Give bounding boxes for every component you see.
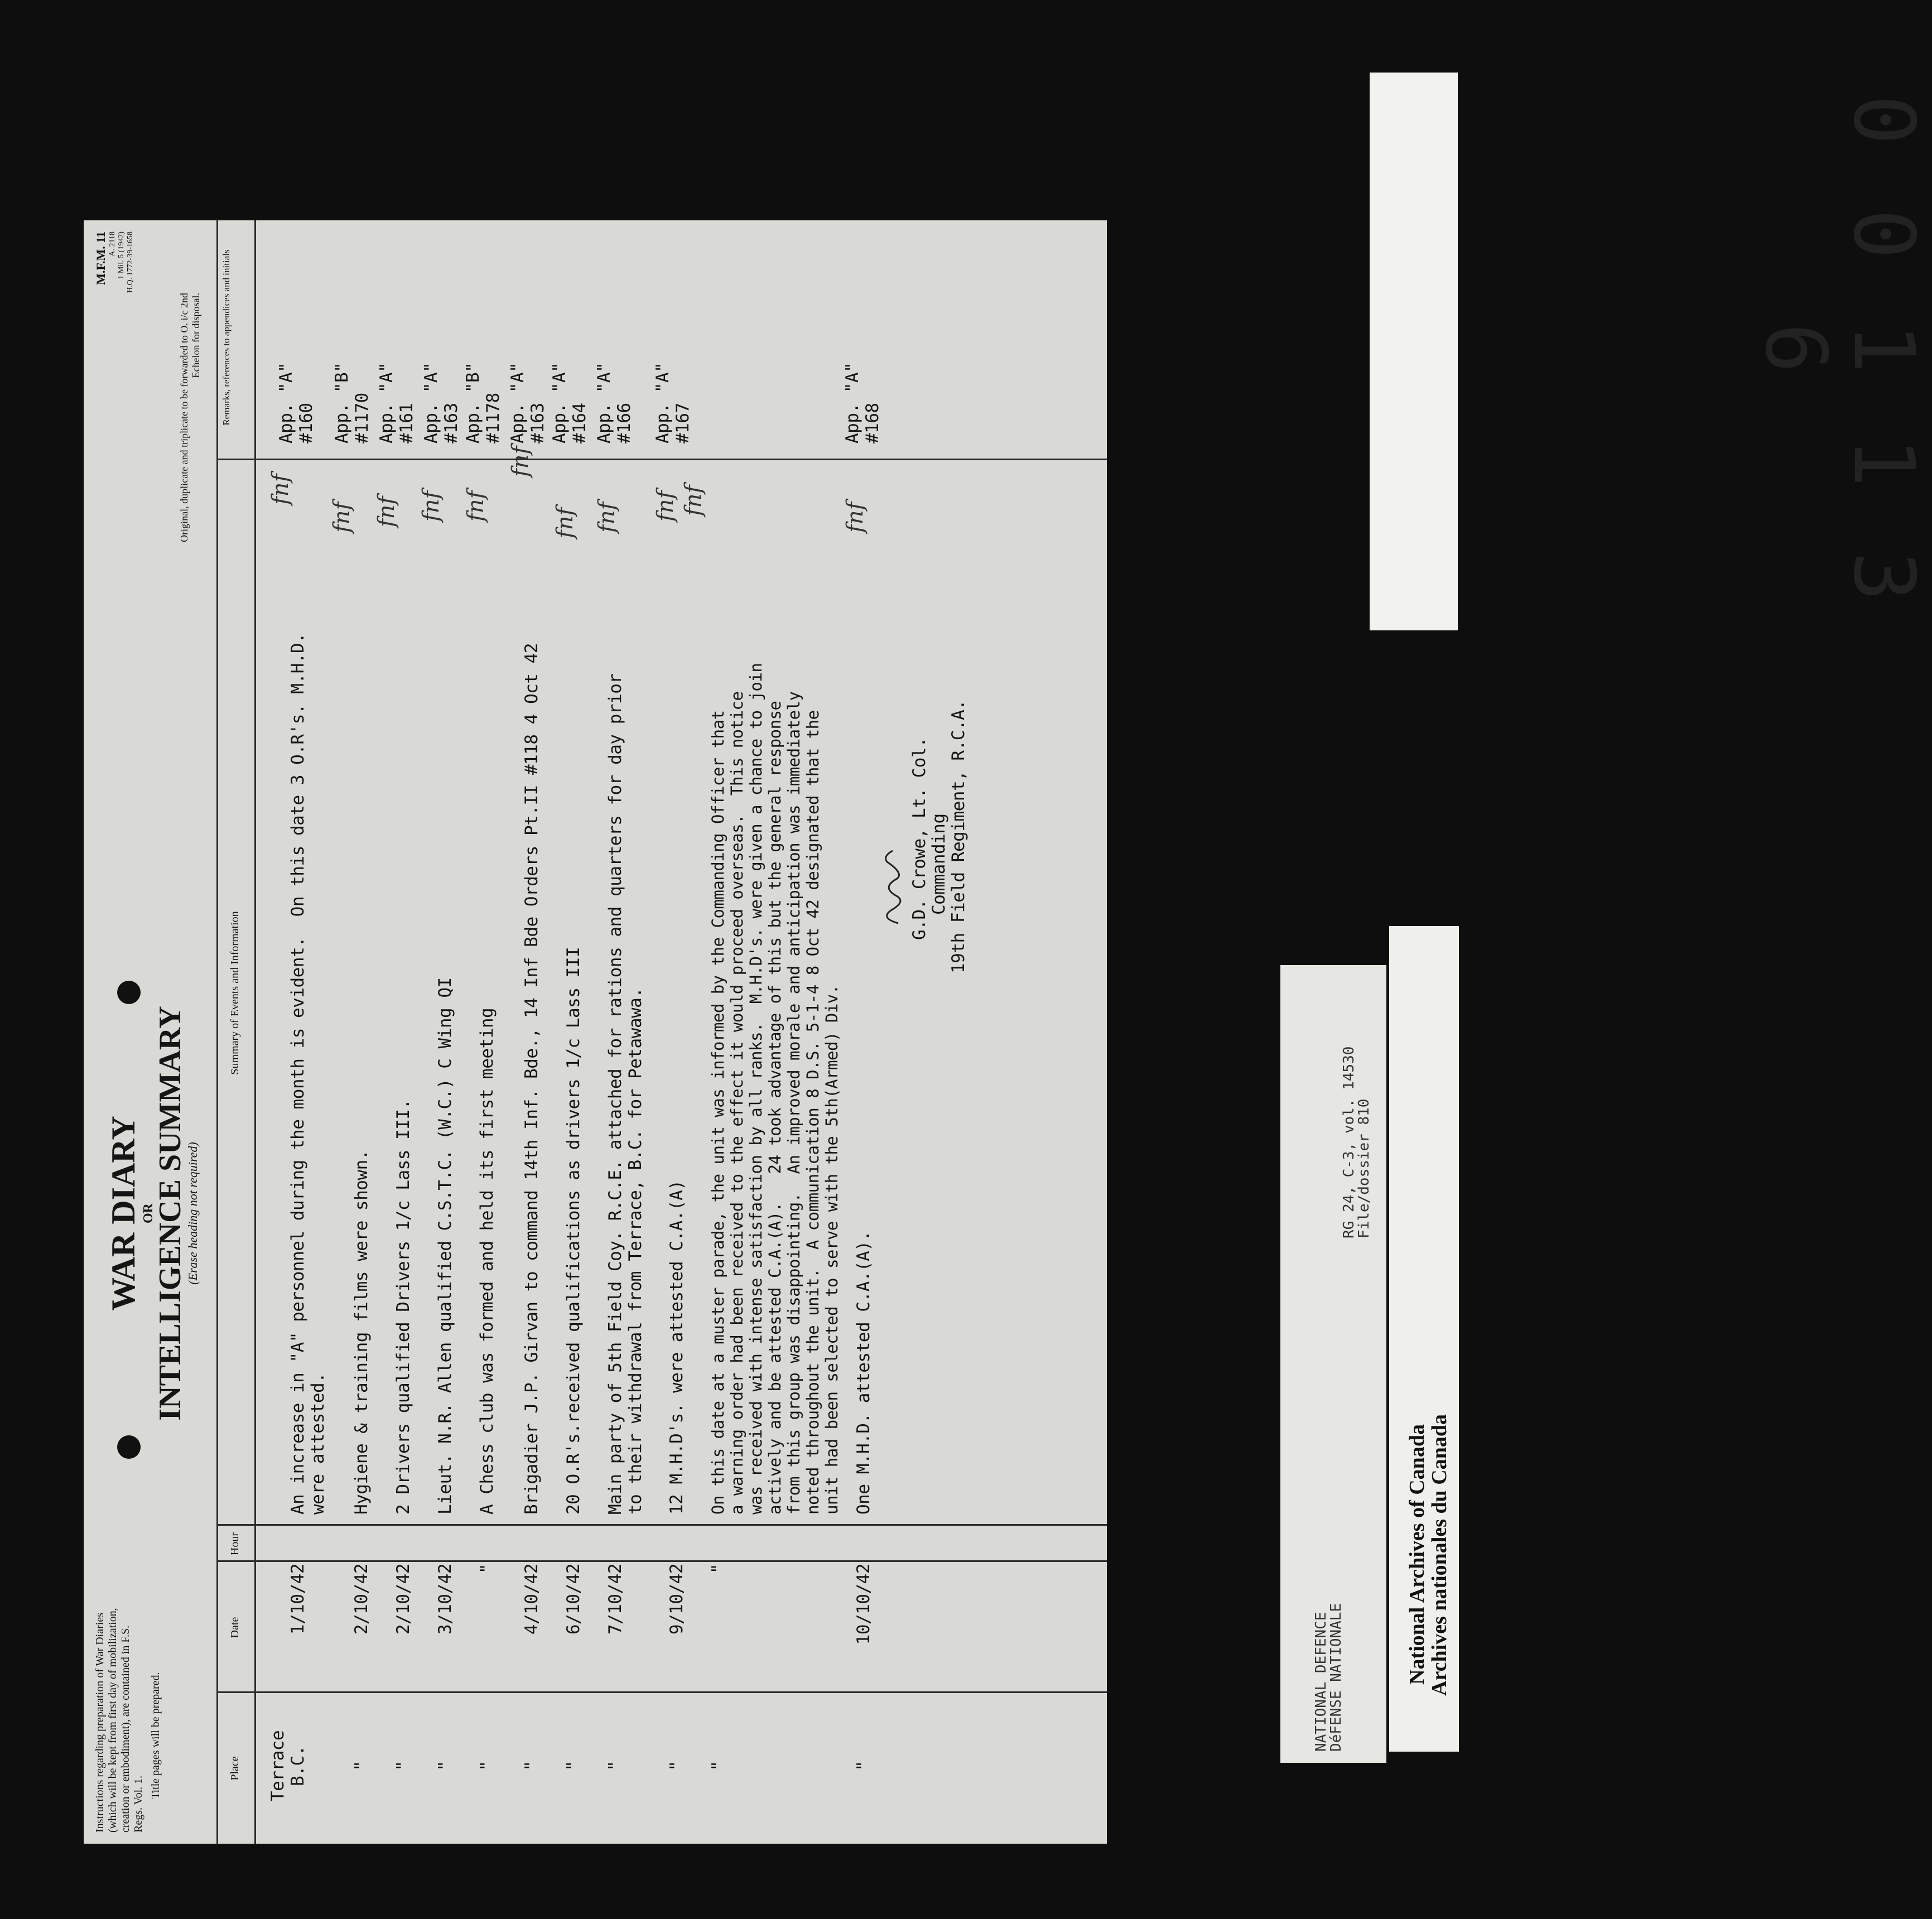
row-remarks: App. "A" #163 xyxy=(421,362,461,443)
initials-mark: fnf xyxy=(594,502,620,533)
column-header-rule xyxy=(254,220,256,1844)
row-place: " xyxy=(351,1761,372,1771)
initials-mark: fnf xyxy=(842,502,868,533)
ref-line-1: RG 24, C-3, vol. 14530 xyxy=(1341,1046,1357,1238)
dept-en: NATIONAL DEFENCE xyxy=(1313,1612,1329,1752)
forward-note: Original, duplicate and triplicate to be forwarded to O. i/c 2nd Echelon for disposal. xyxy=(179,293,201,542)
row-date: 6/10/42 xyxy=(563,1564,584,1635)
form-ref-3: H.Q. 1772-39-1658 xyxy=(126,232,134,293)
ref-line-2: File/dossier 810 xyxy=(1356,1098,1372,1238)
row-remarks: App. "A" #163 xyxy=(508,362,548,443)
binding-hole-left xyxy=(117,1435,141,1459)
row-remarks: App. "A" #166 xyxy=(594,362,634,443)
header-date: Date xyxy=(229,1617,241,1638)
row-date: 2/10/42 xyxy=(351,1564,372,1635)
row-place: " xyxy=(854,1761,874,1771)
title-note: (Erase heading not required) xyxy=(186,1142,200,1285)
header-summary: Summary of Events and Information xyxy=(229,911,241,1075)
initials-mark: fnf xyxy=(268,474,293,505)
row-place: " xyxy=(563,1761,584,1771)
row-summary: 20 O.R's.received qualifications as drivers 1/c Lass III xyxy=(563,947,584,1515)
signature-unit: 19th Field Regiment, R.C.A. xyxy=(948,700,969,973)
form-ref-1: A. 2118 xyxy=(108,232,117,257)
table-top-rule xyxy=(216,220,218,1844)
header-place: Place xyxy=(229,1756,241,1781)
row-summary: 2 Drivers qualified Drivers 1/c Lass III. xyxy=(393,1099,413,1515)
row-remarks: App. "A" #164 xyxy=(550,362,590,443)
form-ref-2: 1 Mil. 5 (1942) xyxy=(117,232,126,279)
row-place: " xyxy=(435,1761,455,1771)
archives-en: National Archives of Canada xyxy=(1405,1424,1429,1685)
row-summary: An increase in "A" personnel during the month is evident. On this date 3 O.R's. M.H.D. were attested. xyxy=(288,633,328,1515)
initials-mark: fnf xyxy=(329,502,355,533)
row-date: " xyxy=(709,1564,729,1574)
row-date: 7/10/42 xyxy=(605,1564,625,1635)
archives-fr: Archives nationales du Canada xyxy=(1428,1414,1451,1696)
frame-number: 0 0 1 1 3 6 xyxy=(1747,94,1932,609)
title-war-diary: WAR DIARY xyxy=(105,1116,142,1311)
row-place: " xyxy=(393,1761,413,1771)
signature-role: Commanding xyxy=(929,813,949,915)
war-diary-page xyxy=(84,220,1107,1844)
initials-mark: fnf xyxy=(418,490,444,522)
col-divider-place xyxy=(216,1691,1107,1693)
row-remarks: App. "A" #167 xyxy=(653,362,693,443)
row-place: " xyxy=(605,1761,625,1771)
row-date: 1/10/42 xyxy=(288,1564,308,1635)
initials-mark: fnf xyxy=(681,485,706,516)
col-divider-date xyxy=(216,1560,1107,1562)
row-summary: Lieut. N.R. Allen qualified C.S.T.C. (W.C.) C Wing QI xyxy=(435,977,455,1515)
initials-mark: fnf xyxy=(374,496,399,527)
row-date: 3/10/42 xyxy=(435,1564,455,1635)
row-place: " xyxy=(477,1761,497,1771)
frame-number-strip xyxy=(1370,73,1932,630)
row-summary: Hygiene & training films were shown. xyxy=(351,1150,372,1515)
row-date: 2/10/42 xyxy=(393,1564,413,1635)
header-remarks: Remarks, references to appendices and initials xyxy=(221,249,232,426)
col-divider-hour xyxy=(216,1524,1107,1526)
row-place: Terrace B.C. xyxy=(268,1730,308,1802)
archives-strip xyxy=(1389,926,1459,1752)
initials-mark: fnf xyxy=(463,490,489,522)
row-date: 4/10/42 xyxy=(522,1564,542,1635)
title-intelligence-summary: INTELLIGENCE SUMMARY xyxy=(153,1006,187,1421)
initials-mark: fnf xyxy=(552,507,578,538)
row-date: " xyxy=(477,1564,497,1574)
header-hour: Hour xyxy=(229,1532,241,1556)
row-summary: On this date at a muster parade, the unit was informed by the Commanding Officer that a warning order had been received to the effect it would proceed overseas. This notice was received with intense satisfaction by all ranks. M.H.D's. were given a chance to join actively and be attested C.A.(A). 24 took advantage of this but the general response from this group was disappointing. An improved morale and anticipation was immediately noted throughout the unit. A communication 8 D.S. 5-1-4 8 Oct 42 designated that the unit had been selected to serve with the 5th(Armed) Div. xyxy=(709,663,841,1515)
row-summary: One M.H.D. attested C.A.(A). xyxy=(854,1231,874,1515)
signature-name: G.D. Crowe, Lt. Col. xyxy=(909,737,929,940)
row-summary: Brigadier J.P. Girvan to command 14th Inf. Bde., 14 Inf Bde Orders Pt.II #118 4 Oct 42 xyxy=(522,643,542,1515)
title-or: OR xyxy=(141,1203,156,1223)
row-remarks: App. "B" #1170 xyxy=(332,362,372,443)
row-remarks: App. "A" #160 xyxy=(276,362,316,443)
binding-hole-right xyxy=(117,981,141,1004)
col-divider-summary xyxy=(216,459,1107,460)
row-place: " xyxy=(709,1761,729,1771)
title-pages-note: Title pages will be prepared. xyxy=(150,1672,162,1799)
row-remarks: App. "A" #168 xyxy=(842,362,883,443)
row-remarks: App. "B" #1178 xyxy=(463,362,503,443)
reference-strip xyxy=(1280,965,1386,1763)
initials-mark: fnf xyxy=(508,446,533,477)
row-date: 10/10/42 xyxy=(854,1564,874,1645)
form-id: M.F.M. 11 xyxy=(94,232,108,285)
row-summary: 12 M.H.D's. were attested C.A.(A) xyxy=(667,1180,687,1515)
dept-fr: DéFENSE NATIONALE xyxy=(1328,1603,1345,1752)
row-date: 9/10/42 xyxy=(667,1564,687,1635)
row-remarks: App. "A" #161 xyxy=(377,362,417,443)
row-summary: Main party of 5th Field Coy. R.C.E. attached for rations and quarters for day prior to their withdrawal from Terrace, B.C. for Petawawa. xyxy=(605,673,645,1515)
row-place: " xyxy=(667,1761,687,1771)
instructions-text: Instructions regarding preparation of War Diaries (which will be kept from first day of mobilization, creation or embodiment), are contained in F.S. Regs. Vol. 1. xyxy=(94,1608,144,1833)
handwritten-signature xyxy=(876,845,909,929)
row-summary: A Chess club was formed and held its first meeting xyxy=(477,1007,497,1515)
initials-mark: fnf xyxy=(653,490,678,522)
row-place: " xyxy=(522,1761,542,1771)
